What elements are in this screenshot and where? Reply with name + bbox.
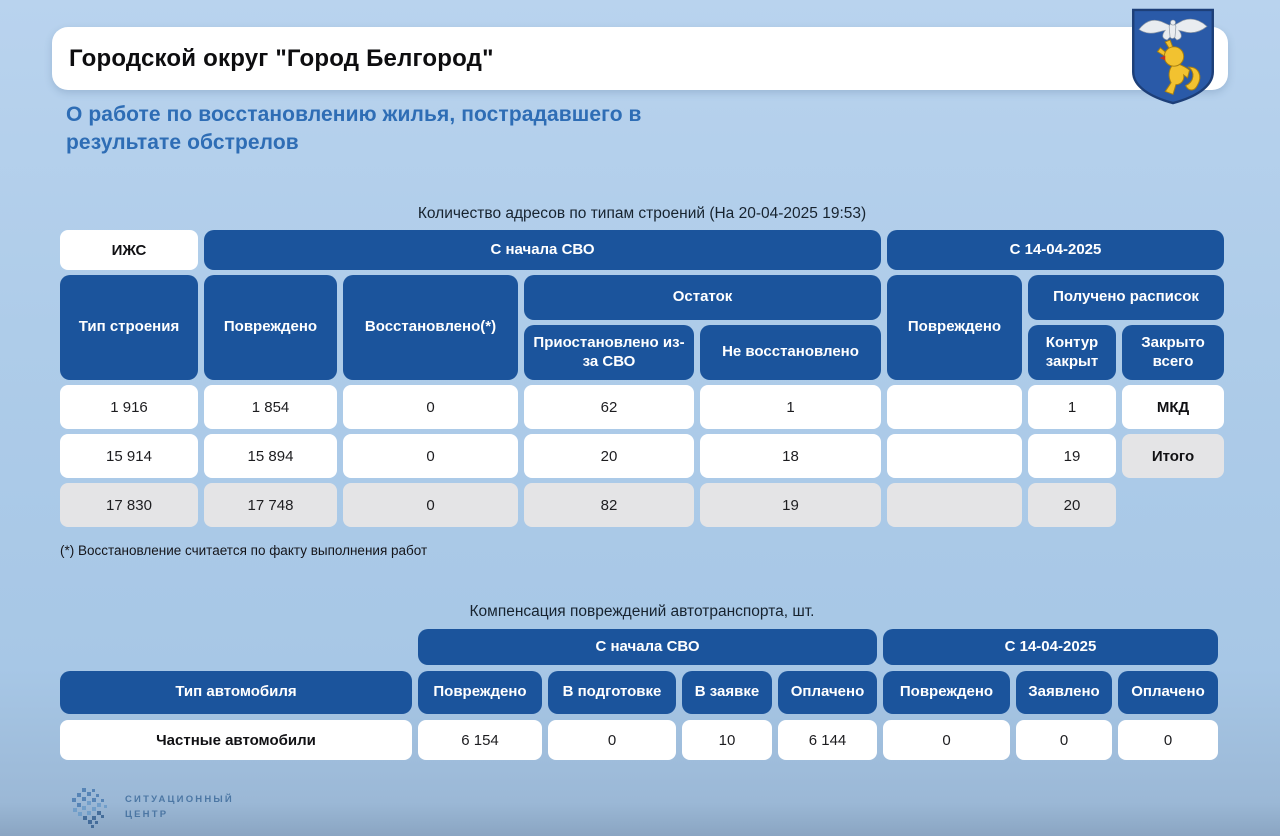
table-cell-empty [887,434,1022,478]
table-cell: 0 [1016,720,1112,760]
table-cell: 6 144 [778,720,877,760]
table-cell: 0 [343,434,518,478]
main-content [60,205,1224,760]
group-header-since-date: С 14-04-2025 [887,230,1224,270]
table-cell: 15 894 [204,434,337,478]
table-cell-empty [887,483,1022,527]
buildings-table [60,230,1224,527]
col-header-damaged: Повреждено [204,275,337,380]
col-header-damaged: Повреждено [418,671,542,714]
col-header-not-restored: Не восстановлено [700,325,881,380]
group-header-svo: С начала СВО [418,629,877,665]
col-header-vehicle-type: Тип автомобиля [60,671,412,714]
table-cell: 1 [1028,385,1116,429]
col-header-closed-total: Закрыто всего [1122,325,1224,380]
col-header-paid: Оплачено [778,671,877,714]
table-cell: 0 [548,720,676,760]
col-header-damaged-recent: Повреждено [887,275,1022,380]
table-cell: 82 [524,483,694,527]
col-header-in-preparation: В подготовке [548,671,676,714]
vehicles-table [60,629,1224,760]
table-cell: 10 [682,720,772,760]
group-header-since-date: С 14-04-2025 [883,629,1218,665]
table-cell: 1 [700,385,881,429]
table-cell: 6 154 [418,720,542,760]
col-header-damaged-recent: Повреждено [883,671,1010,714]
table-cell: 20 [524,434,694,478]
page-subtitle: О работе по восстановлению жилья, пострадавшего в результате обстрелов [66,103,642,154]
col-header-restored: Восстановлено(*) [343,275,518,380]
col-header-building-type: Тип строения [60,275,198,380]
table-cell: 19 [1028,434,1116,478]
group-header-remainder: Остаток [524,275,881,320]
situation-center-logo [68,787,234,829]
logo-line1: СИТУАЦИОННЫЙ [125,794,234,806]
table-cell: 15 914 [60,434,198,478]
row-mkd-label: МКД [1122,385,1224,429]
vehicles-table-title: Компенсация повреждений автотранспорта, шт. [469,603,815,620]
col-header-suspended-svo: Приостановлено из-за СВО [524,325,694,380]
table-cell: 62 [524,385,694,429]
table-cell: 0 [1118,720,1218,760]
page-title: Городской округ "Город Белгород" [69,44,494,72]
logo-line2: ЦЕНТР [125,809,169,820]
table-cell: 0 [883,720,1010,760]
restoration-footnote: (*) Восстановление считается по факту выполнения работ [60,543,428,558]
table-cell: 18 [700,434,881,478]
table-cell: 1 916 [60,385,198,429]
col-header-contour-closed: Контур закрыт [1028,325,1116,380]
row-izhs-label: ИЖС [60,230,198,270]
belgorod-coat-of-arms-icon [1129,8,1217,105]
table-cell: 20 [1028,483,1116,527]
group-header-svo: С начала СВО [204,230,881,270]
table-cell: 19 [700,483,881,527]
table-cell: 17 830 [60,483,198,527]
table-cell: 0 [343,385,518,429]
situation-center-label [125,793,234,822]
table-cell: 17 748 [204,483,337,527]
table-cell: 1 854 [204,385,337,429]
table-cell-empty [887,385,1022,429]
col-header-claimed: Заявлено [1016,671,1112,714]
pixel-cluster-icon [68,787,114,829]
col-header-in-claim: В заявке [682,671,772,714]
col-header-paid-recent: Оплачено [1118,671,1218,714]
group-header-receipts: Получено расписок [1028,275,1224,320]
buildings-table-title: Количество адресов по типам строений (На 20-04-2025 19:53) [417,205,867,222]
row-total-label: Итого [1122,434,1224,478]
row-private-cars-label: Частные автомобили [60,720,412,760]
table-cell: 0 [343,483,518,527]
header-bar [52,27,1228,90]
